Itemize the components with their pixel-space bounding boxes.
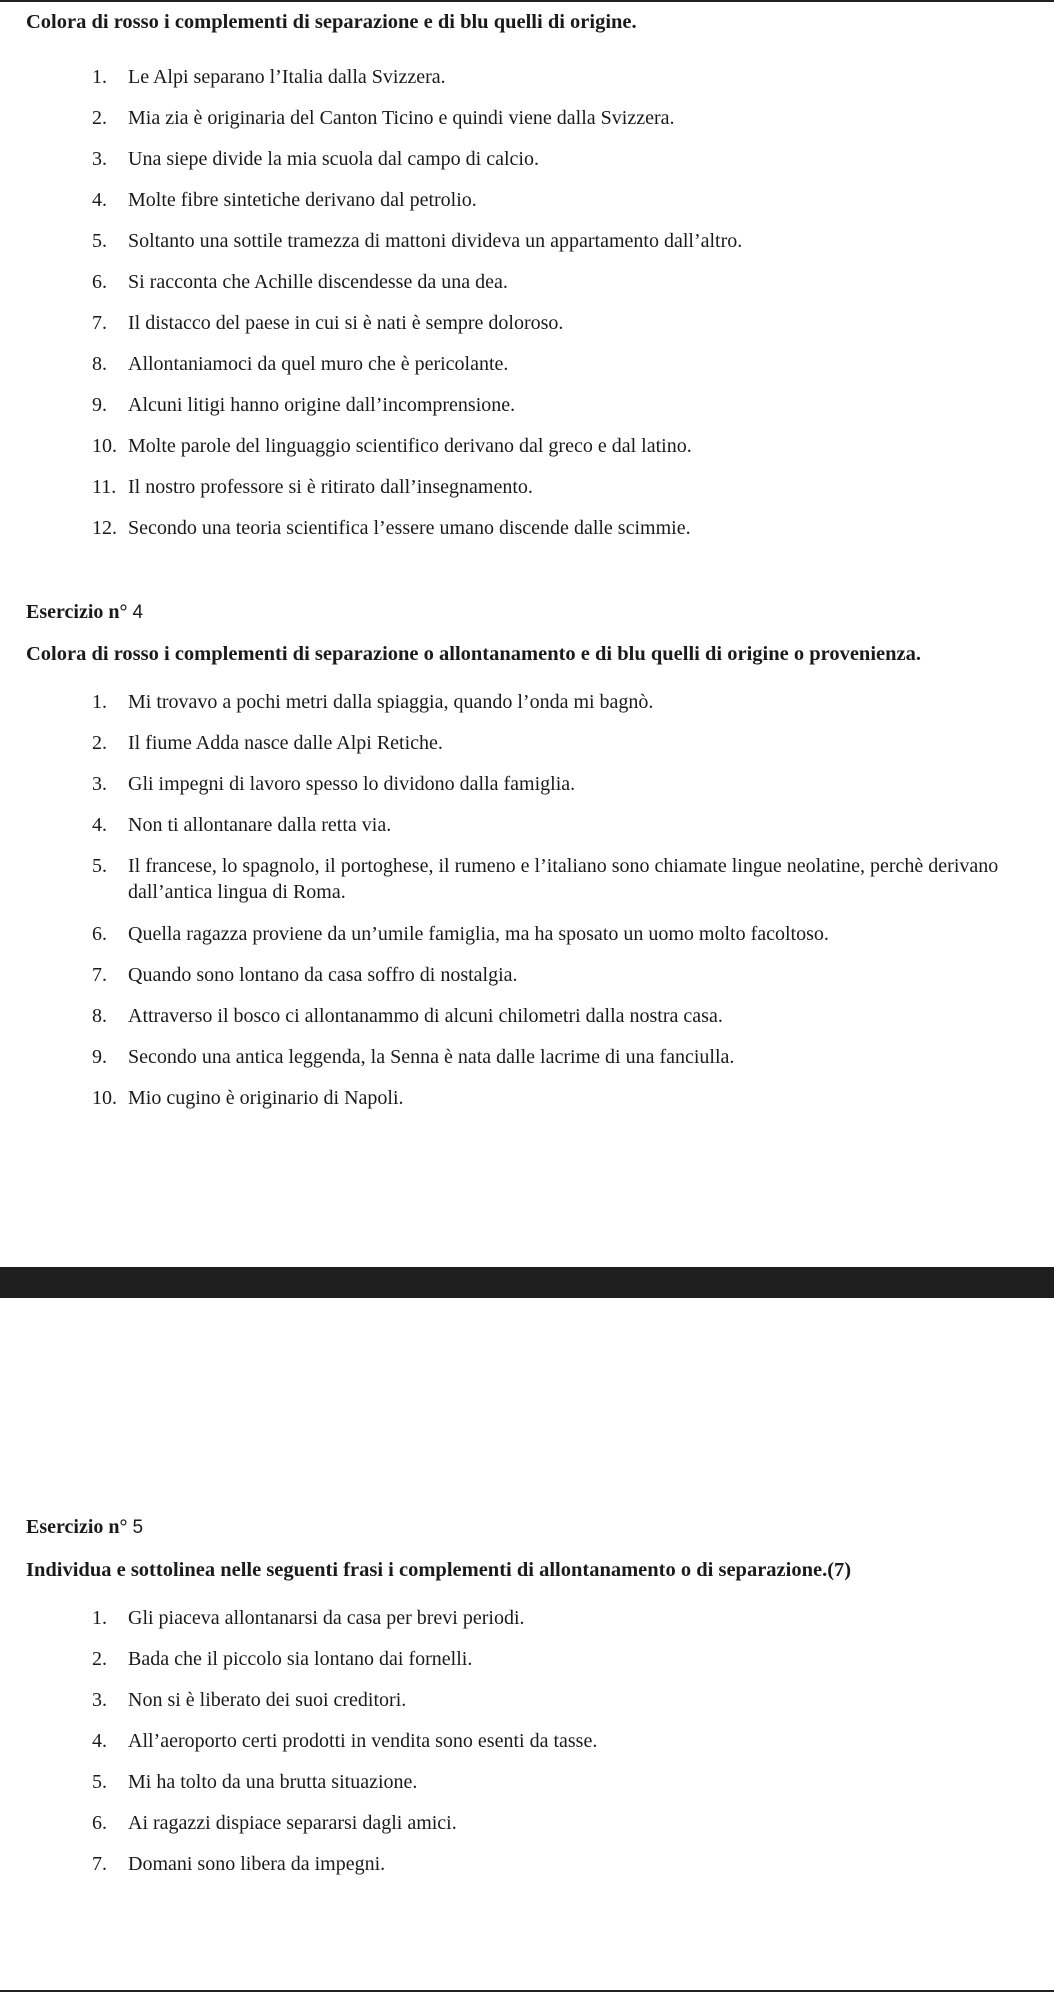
list-item: 2. Il fiume Adda nasce dalle Alpi Retiche. — [92, 732, 443, 754]
list-item: 8. Allontaniamoci da quel muro che è pericolante. — [92, 353, 509, 375]
exercise-5-list — [0, 1605, 1054, 1892]
list-item: 9. Alcuni litigi hanno origine dall’incomprensione. — [92, 394, 516, 416]
exercise-5-section — [0, 1515, 1054, 1892]
exercise-3-instruction: Colora di rosso i complementi di separazione e di blu quelli di origine. — [26, 11, 637, 33]
list-item: 1. Le Alpi separano l’Italia dalla Svizzera. — [92, 66, 446, 88]
list-item: 12. Secondo una teoria scientifica l’essere umano discende dalle scimmie. — [92, 517, 691, 539]
exercise-4-section — [0, 600, 1054, 1126]
list-item: 5. Mi ha tolto da una brutta situazione. — [92, 1771, 418, 1793]
exercise-3-list — [0, 64, 1054, 556]
exercise-4-list — [0, 689, 1054, 1126]
list-item: 5. Soltanto una sottile tramezza di mattoni divideva un appartamento dall’altro. — [92, 230, 743, 252]
list-item: 4. All’aeroporto certi prodotti in vendita sono esenti da tasse. — [92, 1730, 598, 1752]
list-item: 5. Il francese, lo spagnolo, il portoghese, il rumeno e l’italiano sono chiamate lingue neolatine, perchè derivano dall’antica lingua di Roma. — [92, 855, 999, 903]
list-item: 3. Una siepe divide la mia scuola dal campo di calcio. — [92, 148, 539, 170]
list-item: 10. Mio cugino è originario di Napoli. — [92, 1087, 404, 1109]
exercise-4-instruction: Colora di rosso i complementi di separazione o allontanamento e di blu quelli di origine o provenienza. — [26, 643, 922, 665]
list-item: 2. Bada che il piccolo sia lontano dai fornelli. — [92, 1648, 473, 1670]
bottom-border — [0, 1990, 1054, 1992]
list-item: 7. Il distacco del paese in cui si è nati è sempre doloroso. — [92, 312, 564, 334]
exercise-5-title: Esercizio n° 5 — [26, 1516, 144, 1538]
top-border — [0, 0, 1054, 2]
list-item: 7. Quando sono lontano da casa soffro di nostalgia. — [92, 964, 518, 986]
list-item: 8. Attraverso il bosco ci allontanammo di alcuni chilometri dalla nostra casa. — [92, 1005, 723, 1027]
list-item: 1. Gli piaceva allontanarsi da casa per brevi periodi. — [92, 1607, 525, 1629]
list-item: 10. Molte parole del linguaggio scientifico derivano dal greco e dal latino. — [92, 435, 692, 457]
list-item: 7. Domani sono libera da impegni. — [92, 1853, 386, 1875]
exercise-4-title: Esercizio n° 4 — [26, 601, 144, 623]
list-item: 11. Il nostro professore si è ritirato dall’insegnamento. — [92, 476, 533, 498]
list-item: 6. Ai ragazzi dispiace separarsi dagli amici. — [92, 1812, 457, 1834]
list-item: 3. Non si è liberato dei suoi creditori. — [92, 1689, 407, 1711]
page-separator-band — [0, 1267, 1054, 1298]
list-item: 6. Quella ragazza proviene da un’umile famiglia, ma ha sposato un uomo molto facoltoso. — [92, 923, 829, 945]
list-item: 4. Molte fibre sintetiche derivano dal petrolio. — [92, 189, 477, 211]
list-item: 9. Secondo una antica leggenda, la Senna è nata dalle lacrime di una fanciulla. — [92, 1046, 735, 1068]
exercise-5-instruction: Individua e sottolinea nelle seguenti frasi i complementi di allontanamento o di separazione.(7) — [26, 1559, 852, 1581]
list-item: 4. Non ti allontanare dalla retta via. — [92, 814, 392, 836]
list-item: 6. Si racconta che Achille discendesse da una dea. — [92, 271, 508, 293]
exercise-3-section — [0, 10, 1054, 556]
list-item: 3. Gli impegni di lavoro spesso lo dividono dalla famiglia. — [92, 773, 576, 795]
list-item: 2. Mia zia è originaria del Canton Ticino e quindi viene dalla Svizzera. — [92, 107, 675, 129]
list-item: 1. Mi trovavo a pochi metri dalla spiaggia, quando l’onda mi bagnò. — [92, 691, 654, 713]
